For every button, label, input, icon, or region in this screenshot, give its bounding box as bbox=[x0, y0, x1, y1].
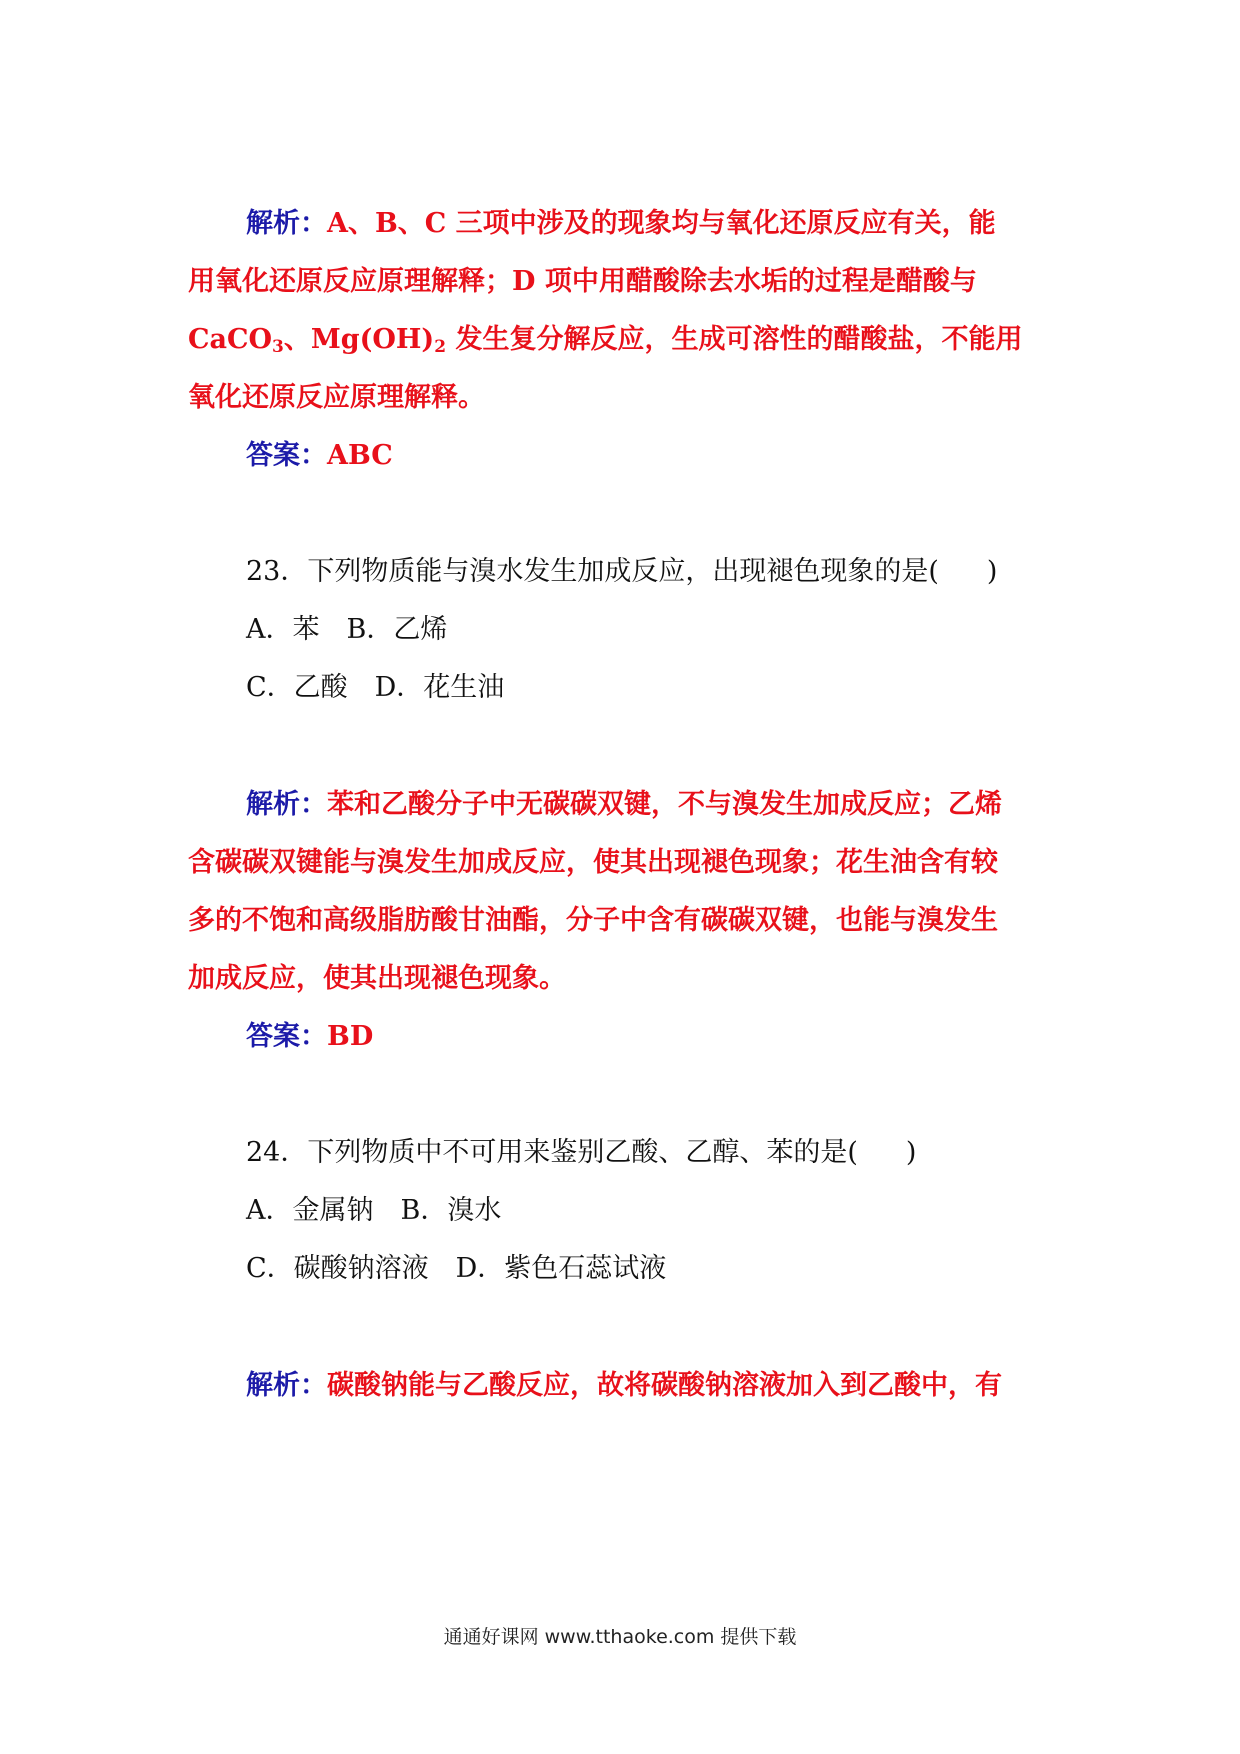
answer-label: 答案： bbox=[246, 1021, 327, 1052]
question-23-options-ab: A．苯 B．乙烯 bbox=[246, 614, 448, 645]
analysis-line: 多的不饱和高级脂肪酸甘油酯，分子中含有碳碳双键，也能与溴发生 bbox=[188, 905, 998, 936]
formula-caco3: CaCO bbox=[188, 324, 272, 355]
paren-close: ) bbox=[905, 1137, 917, 1168]
answer-value: ABC bbox=[327, 440, 393, 471]
analysis-line: 加成反应，使其出现褪色现象。 bbox=[188, 963, 566, 994]
analysis-line bbox=[188, 320, 1068, 360]
analysis-line: 含碳碳双键能与溴发生加成反应，使其出现褪色现象；花生油含有较 bbox=[188, 847, 998, 878]
question-24-options-ab: A．金属钠 B．溴水 bbox=[246, 1195, 502, 1226]
question-23-stem bbox=[246, 552, 1126, 592]
subscript: 2 bbox=[434, 337, 447, 357]
analysis-line bbox=[246, 785, 1126, 825]
analysis-text: A、B、C 三项中涉及的现象均与氧化还原反应有关，能 bbox=[327, 208, 996, 239]
paren-close: ) bbox=[986, 556, 998, 587]
answer-label: 答案： bbox=[246, 440, 327, 471]
formula-mgoh2: 、Mg(OH) bbox=[283, 324, 435, 355]
analysis-line: 用氧化还原反应原理解释；D 项中用醋酸除去水垢的过程是醋酸与 bbox=[188, 266, 977, 297]
answer-line bbox=[246, 1017, 1126, 1057]
analysis-label: 解析： bbox=[246, 1370, 327, 1401]
analysis-text: 碳酸钠能与乙酸反应，故将碳酸钠溶液加入到乙酸中，有 bbox=[327, 1370, 1002, 1401]
analysis-label: 解析： bbox=[246, 789, 327, 820]
question-23-options-cd: C．乙酸 D．花生油 bbox=[246, 672, 505, 703]
analysis-text: 苯和乙酸分子中无碳碳双键，不与溴发生加成反应；乙烯 bbox=[327, 789, 1002, 820]
subscript: 3 bbox=[272, 337, 284, 357]
analysis-line: 氧化还原反应原理解释。 bbox=[188, 382, 485, 413]
question-text: 23．下列物质能与溴水发生加成反应，出现褪色现象的是( bbox=[246, 556, 939, 587]
answer-value: BD bbox=[327, 1021, 374, 1052]
question-text: 24．下列物质中不可用来鉴别乙酸、乙醇、苯的是( bbox=[246, 1137, 858, 1168]
analysis-text: 发生复分解反应，生成可溶性的醋酸盐，不能用 bbox=[446, 324, 1023, 355]
question-24-options-cd: C．碳酸钠溶液 D．紫色石蕊试液 bbox=[246, 1253, 667, 1284]
question-24-stem bbox=[246, 1133, 1126, 1173]
analysis-line bbox=[246, 204, 1126, 244]
answer-line bbox=[246, 436, 1126, 476]
analysis-label: 解析： bbox=[246, 208, 327, 239]
page-footer: 通通好课网 www.tthaoke.com 提供下载 bbox=[443, 1626, 797, 1648]
analysis-line bbox=[246, 1366, 1126, 1406]
